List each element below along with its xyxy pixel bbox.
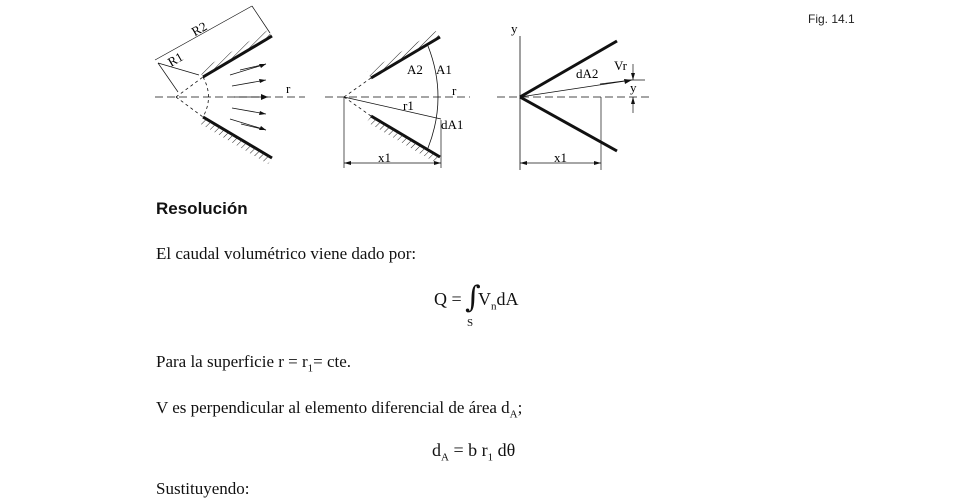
label-r-1: r xyxy=(286,81,291,96)
label-a2: A2 xyxy=(407,62,423,77)
paragraph-caudal: El caudal volumétrico viene dado por: xyxy=(156,244,417,263)
figure-diagram xyxy=(0,0,980,200)
paragraph-surface: Para la superficie $r = r_1=$ cte. xyxy=(156,352,352,375)
paragraph-sustituyendo: Sustituyendo: xyxy=(156,479,250,498)
eq1-integrand: $V_ndA$ xyxy=(478,289,519,313)
label-x1-a: x1 xyxy=(378,150,391,165)
label-y-axis: y xyxy=(511,21,518,36)
label-vr: Vr xyxy=(614,58,627,73)
figure-caption: Fig. 14.1 xyxy=(808,12,855,26)
paragraph-perpendicular: V es perpendicular al elemento diferencial de área $d_A$; xyxy=(156,398,523,421)
eq1-limit: S xyxy=(467,317,474,329)
label-a1: A1 xyxy=(436,62,452,77)
diagram-channel-with-radii xyxy=(155,6,305,164)
label-r1-small: r1 xyxy=(403,98,414,113)
label-r1: R1 xyxy=(164,48,186,70)
diagram-velocity-components xyxy=(497,36,650,170)
eq1-lhs: Q = xyxy=(434,289,462,309)
label-da1: dA1 xyxy=(441,117,464,132)
label-r2: R2 xyxy=(188,18,210,40)
diagram-channel-with-areas xyxy=(325,31,470,168)
label-y-dim: y xyxy=(630,80,637,95)
label-x1-b: x1 xyxy=(554,150,567,165)
label-da2: dA2 xyxy=(576,66,599,81)
integral-sign: ∫ xyxy=(465,280,481,315)
equation-area-element: $d_A = b$ $r_1$ dθ xyxy=(432,440,516,464)
label-r-2: r xyxy=(452,83,457,98)
section-heading: Resolución xyxy=(156,199,248,218)
